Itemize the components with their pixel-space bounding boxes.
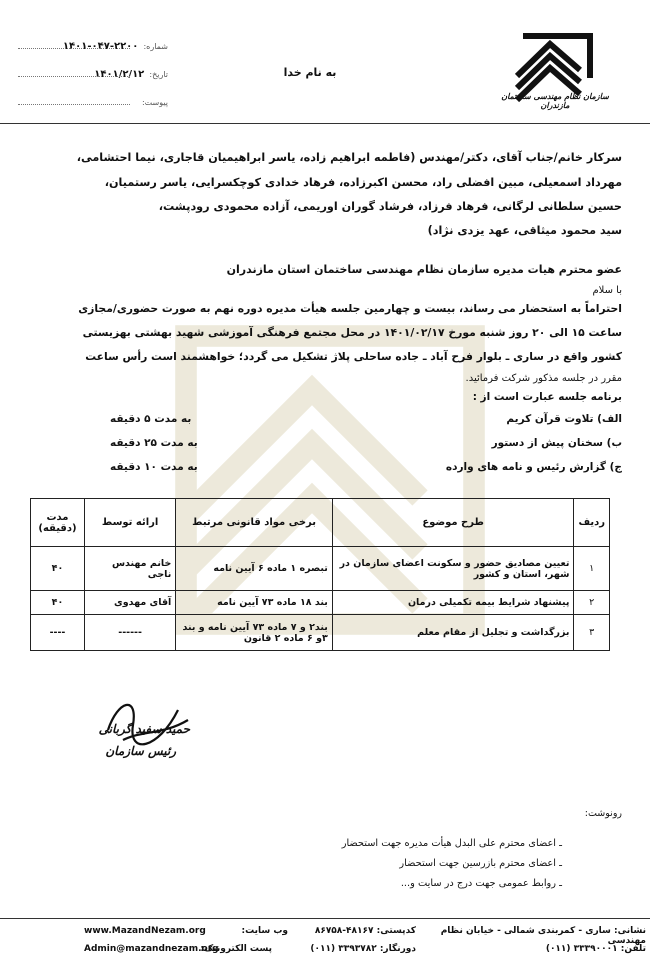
cell-laws: بند ۱۸ ماده ۷۳ آیین نامه	[176, 591, 333, 615]
program-list	[110, 408, 622, 480]
date-row	[18, 62, 168, 80]
footer-address: نشانی: ساری - کمربندی شمالی - خیابان نظام مهندسی	[440, 926, 646, 946]
cell-topic: پیشنهاد شرایط بیمه تکمیلی درمان	[332, 591, 574, 615]
cell-duration: ----	[31, 615, 85, 651]
header-laws: برخی مواد قانونی مرتبط	[176, 499, 333, 547]
greeting: با سلام	[592, 285, 622, 296]
table-row	[31, 547, 610, 591]
table-row	[31, 591, 610, 615]
program-item-text: ب) سخنان پیش از دستور	[491, 437, 622, 449]
bismillah: به نام خدا	[283, 66, 337, 79]
program-item	[110, 456, 622, 480]
recipients-line-3: حسین سلطانی لرگانی، فرهاد فرزاد، فرشاد گوران اوریمی، آزاده محمودی رودپشت،	[158, 200, 622, 213]
program-item	[110, 432, 622, 456]
body-paragraph-1: احتراماً به استحضار می رساند، بیست و چهارمین جلسه هیأت مدیره دوره نهم به صورت حضوری/مجازی	[78, 302, 622, 315]
cell-row: ۲	[574, 591, 610, 615]
cc-list	[300, 834, 562, 894]
letter-title: عضو محترم هیات مدیره سازمان نظام مهندسی ساختمان استان مازندران	[226, 263, 622, 276]
body-paragraph-3: کشور واقع در ساری ـ بلوار فرح آباد ـ جاده ساحلی پلاژ تشکیل می گردد؛ خواهشمند است رأس ساعت	[85, 350, 622, 363]
cell-presenter: ------	[84, 615, 175, 651]
program-item-duration: به مدت ۱۰ دقیقه	[110, 461, 198, 473]
footer-web-label: وب سایت:	[241, 926, 288, 936]
program-item-duration: به مدت ۵ دقیقه	[110, 413, 192, 425]
number-label: شماره:	[143, 42, 168, 51]
signature-title: رئیس سازمان	[105, 744, 176, 758]
program-item-duration: به مدت ۲۵ دقیقه	[110, 437, 198, 449]
number-value: ۲۲۰۰-۰۴۷-۱۴۰۱	[62, 41, 139, 52]
org-logo-text: سازمان نظام مهندسی ساختمان مازندران	[501, 92, 609, 110]
header-presenter: ارائه توسط	[84, 499, 175, 547]
cc-title: رونوشت:	[584, 808, 622, 819]
cell-presenter: خانم مهندس ناجی	[84, 547, 175, 591]
program-item-text: ج) گزارش رئیس و نامه های وارده	[445, 461, 622, 473]
header-duration: مدت (دقیقه)	[31, 499, 85, 547]
recipients-line-1: سرکار خانم/جناب آقای، دکتر/مهندس (فاطمه ابراهیم زاده، یاسر ابراهیمیان قاجاری، نیما احتشامی،	[76, 151, 622, 164]
table-row	[31, 615, 610, 651]
footer-email[interactable]: Admin@mazandnezam.org	[84, 944, 219, 954]
cc-item: ـ روابط عمومی جهت درج در سایت و...	[400, 878, 562, 889]
footer-fax: دورنگار: ۳۳۹۳۷۸۲ (۰۱۱)	[310, 944, 416, 954]
footer-postal: کدپستی: ۴۸۱۶۷-۸۶۷۵۸	[314, 926, 416, 936]
cell-presenter: آقای مهدوی	[84, 591, 175, 615]
cc-item: ـ اعضای محترم بازرسین جهت استحضار	[399, 858, 562, 869]
body-paragraph-4: مقرر در جلسه مذکور شرکت فرمائید.	[465, 373, 622, 384]
program-item-text: الف) تلاوت قرآن کریم	[506, 413, 622, 425]
cell-topic: بزرگداشت و تجلیل از مقام معلم	[332, 615, 574, 651]
cell-row: ۳	[574, 615, 610, 651]
agenda-table	[30, 498, 610, 651]
cc-item: ـ اعضای محترم علی البدل هیأت مدیره جهت استحضار	[341, 838, 562, 849]
date-label: تاریخ:	[149, 70, 168, 79]
cell-duration: ۴۰	[31, 547, 85, 591]
number-row	[18, 34, 168, 52]
cell-duration: ۴۰	[31, 591, 85, 615]
date-value: ۱۴۰۱/۲/۱۲	[94, 69, 145, 80]
program-item	[110, 408, 622, 432]
attachment-row	[18, 90, 168, 107]
cell-row: ۱	[574, 547, 610, 591]
attachment-label: پیوست:	[141, 98, 168, 107]
header-row-number: ردیف	[574, 499, 610, 547]
recipients-line-2: مهرداد اسمعیلی، مبین افضلی راد، محسن اکبرزاده، فرهاد خدادی کوچکسرایی، یاسر رستمیان،	[104, 176, 622, 189]
cell-topic: تعیین مصادیق حضور و سکونت اعضای سازمان در شهر، استان و کشور	[332, 547, 574, 591]
header-topic: طرح موضوع	[332, 499, 574, 547]
body-paragraph-2: ساعت ۱۵ الی ۲۰ روز شنبه مورخ ۱۴۰۱/۰۲/۱۷ در محل مجتمع فرهنگی آموزشی شهید بهشتی بهزیستی	[82, 326, 622, 339]
cell-laws: تبصره ۱ ماده ۶ آیین نامه	[176, 547, 333, 591]
footer	[0, 922, 650, 966]
table-header-row	[31, 499, 610, 547]
signature-name: حمید سفید گربانی	[98, 722, 190, 736]
cell-laws: بند۲ و ۷ ماده ۷۳ آیین نامه و بند ۳و ۶ ماده ۲ قانون	[176, 615, 333, 651]
footer-web[interactable]: www.MazandNezam.org	[84, 926, 206, 936]
footer-email-label: پست الکترونیک:	[200, 944, 272, 954]
recipients-line-4: سید محمود میثاقی، عهد یزدی نژاد)	[427, 224, 622, 237]
program-title: برنامه جلسه عبارت است از :	[472, 391, 622, 403]
footer-phone: تلفن: ۳۳۳۹۰۰۰۱ (۰۱۱)	[545, 944, 646, 954]
